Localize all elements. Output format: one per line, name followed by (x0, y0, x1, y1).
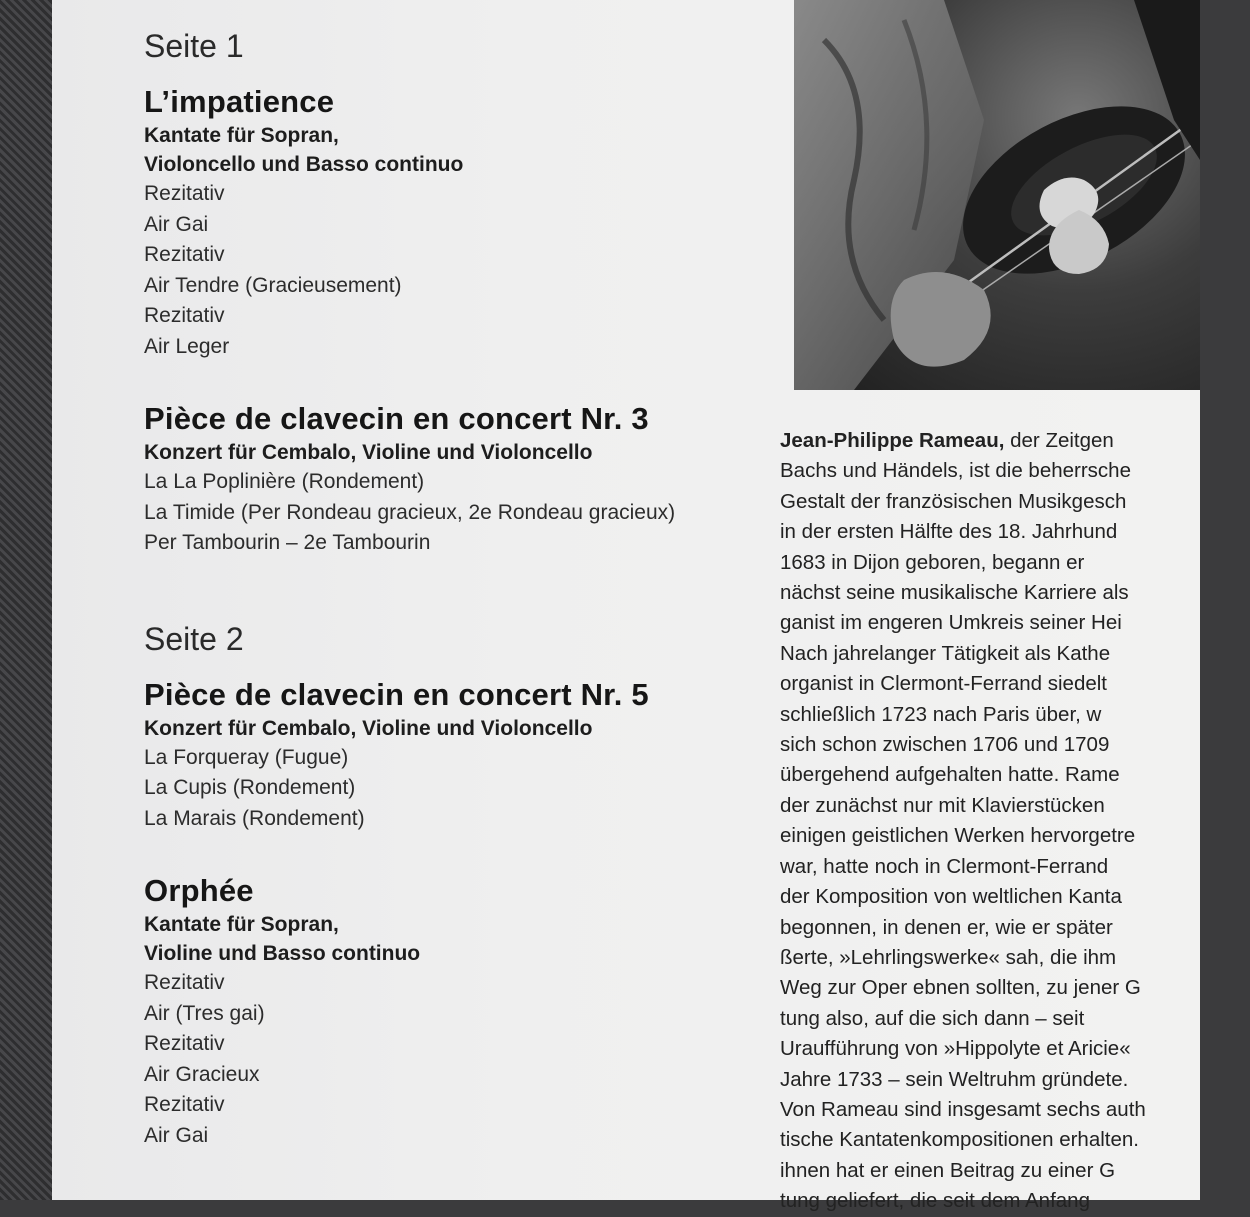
side-2-heading: Seite 2 (144, 620, 244, 657)
movement: Air Tendre (Gracieusement) (144, 273, 402, 297)
movement: La Timide (Per Rondeau gracieux, 2e Rondeau gracieux) (144, 500, 676, 524)
biography-line: 1683 in Dijon geboren, begann er (780, 550, 1085, 574)
work-concert-nr-3 (144, 400, 784, 559)
biography-line: tung also, auf die sich dann – seit (780, 1006, 1085, 1030)
movement: Rezitativ (144, 1032, 225, 1055)
biography-line: war, hatte noch in Clermont-Ferrand (780, 854, 1109, 878)
biography-line: übergehend aufgehalten hatte. Rame (780, 763, 1120, 787)
biography-line: Weg zur Oper ebnen sollten, zu jener G (780, 976, 1141, 1000)
movement: Rezitativ (144, 304, 225, 327)
biography-line: in der ersten Hälfte des 18. Jahrhund (780, 520, 1118, 544)
movement: Air (Tres gai) (144, 1001, 265, 1025)
biography-line: Nach jahrelanger Tätigkeit als Kathe (780, 641, 1111, 665)
biography-line: Uraufführung von »Hippolyte et Aricie« (780, 1037, 1131, 1061)
work-orphee (144, 872, 784, 1151)
work-title: Pièce de clavecin en concert Nr. 3 (144, 401, 649, 436)
movement: Rezitativ (144, 1093, 225, 1116)
work-subtitle: Kantate für Sopran, (144, 124, 339, 147)
biography-line: Jean-Philippe Rameau, der Zeitgen (780, 429, 1114, 452)
biography-line: einigen geistlichen Werken hervorgetre (780, 824, 1136, 848)
biography-text (780, 426, 1250, 1217)
biography-line: begonnen, in denen er, wie er später (780, 915, 1113, 939)
biography-line: ßerte, »Lehrlingswerke« sah, die ihm (780, 945, 1117, 969)
record-sleeve (52, 0, 1200, 1213)
movement: Per Tambourin – 2e Tambourin (144, 531, 431, 554)
side-1-heading: Seite 1 (144, 28, 244, 64)
biography-line: organist in Clermont-Ferrand siedelt (780, 672, 1107, 696)
biography-line: tische Kantatenkompositionen erhalten. (780, 1128, 1139, 1152)
biography-line: Von Rameau sind insgesamt sechs auth (780, 1097, 1146, 1121)
biography-line: Bachs und Händels, ist die beherrsche (780, 459, 1131, 483)
biography-line: Gestalt der französischen Musikgesch (780, 489, 1127, 513)
biography-line: tung geliefert, die seit dem Anfang (780, 1189, 1090, 1213)
side-1-section (144, 28, 784, 559)
biography-line: sich schon zwischen 1706 und 1709 (780, 733, 1110, 757)
work-subtitle: Konzert für Cembalo, Violine und Violoncello (144, 716, 593, 740)
movement: Rezitativ (144, 182, 225, 205)
movement: La La Poplinière (Rondement) (144, 470, 425, 493)
movement: Rezitativ (144, 243, 225, 266)
movement: La Cupis (Rondement) (144, 776, 356, 799)
biography-line: ihnen hat er einen Beitrag zu einer G (780, 1158, 1116, 1182)
biography-line: ganist im engeren Umkreis seiner Hei (780, 611, 1122, 635)
movement: Air Gracieux (144, 1062, 260, 1086)
biography-line: nächst seine musikalische Karriere als (780, 581, 1129, 605)
movement: Air Gai (144, 212, 209, 236)
biography-line: Jahre 1733 – sein Weltruhm gründete. (780, 1067, 1129, 1091)
movement: La Marais (Rondement) (144, 806, 365, 830)
biography-line: der Komposition von weltlichen Kanta (780, 885, 1122, 909)
movement: La Forqueray (Fugue) (144, 745, 349, 769)
movement: Rezitativ (144, 971, 225, 994)
portrait-photo (794, 0, 1200, 390)
side-2-section (144, 621, 784, 1152)
work-subtitle: Violine und Basso continuo (144, 942, 421, 965)
composer-name: Jean-Philippe Rameau, (780, 429, 1005, 452)
work-subtitle: Konzert für Cembalo, Violine und Violoncello (144, 441, 593, 464)
work-title: Pièce de clavecin en concert Nr. 5 (144, 676, 649, 712)
work-concert-nr-5 (144, 676, 784, 835)
work-title: Orphée (144, 873, 254, 908)
biography-line: der zunächst nur mit Klavierstücken (780, 793, 1105, 817)
violin-player-illustration (794, 0, 1200, 390)
work-impatience (144, 83, 784, 362)
work-title: L’impatience (144, 84, 335, 119)
work-subtitle: Kantate für Sopran, (144, 913, 339, 936)
work-subtitle: Violoncello und Basso continuo (144, 153, 464, 176)
movement: Air Leger (144, 334, 230, 358)
tracklist (144, 28, 784, 1189)
movement: Air Gai (144, 1123, 209, 1147)
biography-line: schließlich 1723 nach Paris über, w (780, 702, 1102, 726)
